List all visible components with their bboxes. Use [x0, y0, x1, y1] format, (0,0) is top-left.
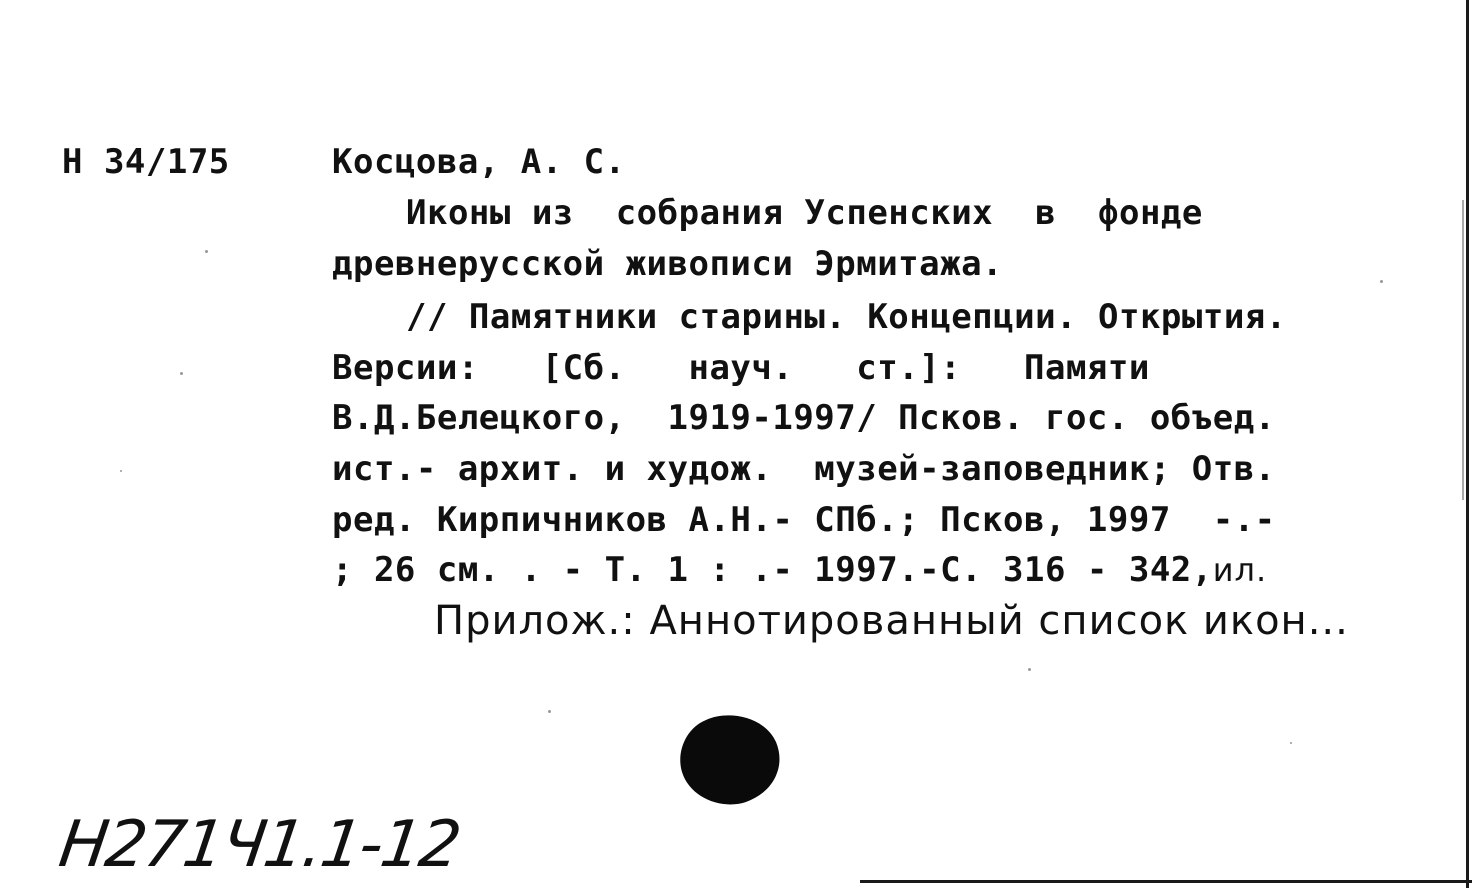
scan-speck — [180, 372, 183, 375]
scan-speck — [1380, 280, 1383, 283]
card-bottom-edge — [860, 880, 1472, 883]
punch-hole — [676, 712, 784, 806]
scan-speck — [1028, 668, 1031, 671]
scan-speck — [1290, 742, 1292, 744]
pages-line — [332, 550, 1267, 590]
pages-handwritten-suffix: ил. — [1212, 551, 1268, 589]
scan-speck — [120, 470, 122, 472]
source-line-5: ред. Кирпичников А.Н.- СПб.; Псков, 1997 -.- — [332, 500, 1276, 540]
shelf-mark: Н 34/175 — [62, 142, 230, 182]
title-line-1: Иконы из собрания Успенских в фонде — [406, 193, 1203, 233]
card-right-edge — [1466, 0, 1469, 888]
inventory-number-handwritten: Н271Ч1.1-12 — [54, 808, 464, 882]
source-line-4: ист.- архит. и худож. музей-заповедник; Отв. — [332, 449, 1276, 489]
author-line: Косцова, А. С. — [332, 142, 626, 182]
scan-speck — [205, 250, 208, 253]
source-line-3: В.Д.Белецкого, 1919-1997/ Псков. гос. объед. — [332, 398, 1276, 438]
source-line-1: // Памятники старины. Концепции. Открытия. — [406, 297, 1287, 337]
handwritten-annex-note: Прилож.: Аннотированный список икон... — [434, 598, 1349, 644]
source-line-2: Версии: [Сб. науч. ст.]: Памяти — [332, 348, 1150, 388]
card-right-edge-shadow — [1462, 200, 1464, 500]
scan-speck — [548, 710, 551, 713]
title-line-2: древнерусской живописи Эрмитажа. — [332, 244, 1004, 284]
pages-line-text: ; 26 см. . - Т. 1 : .- 1997.-С. 316 - 342, — [332, 550, 1213, 590]
